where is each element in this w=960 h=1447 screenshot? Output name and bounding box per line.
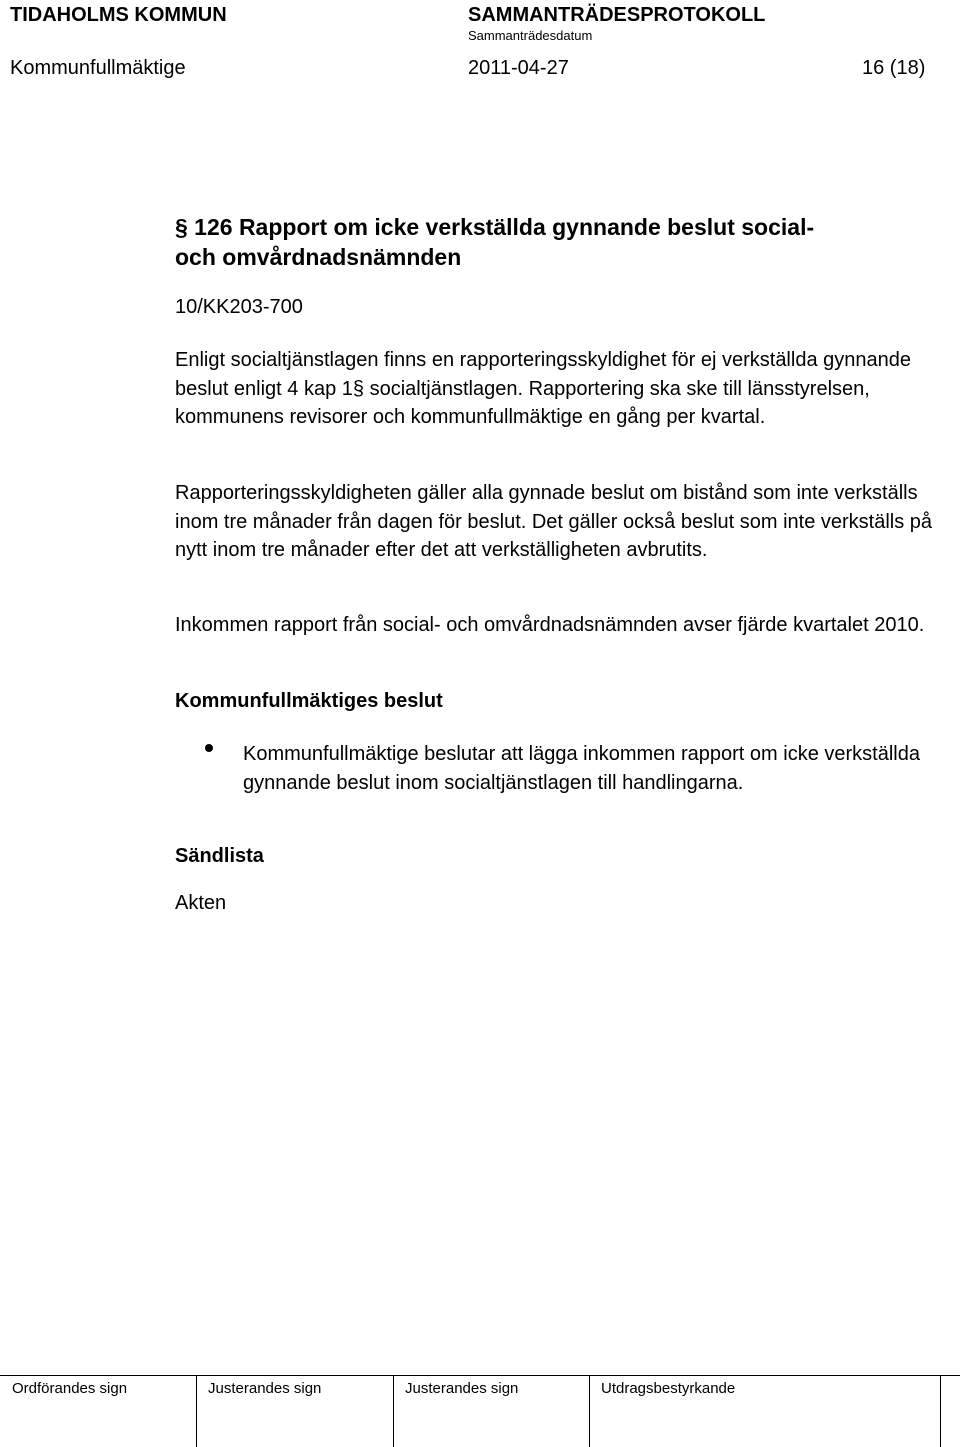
sendlist-heading: Sändlista <box>175 845 264 867</box>
section-title-line2: och omvårdnadsnämnden <box>175 244 462 270</box>
organization-name: TIDAHOLMS KOMMUN <box>10 4 227 26</box>
page-number: 16 (18) <box>862 57 926 79</box>
footer-separator <box>589 1375 590 1447</box>
signature-label-adjuster-1: Justerandes sign <box>208 1380 322 1397</box>
paragraph-1-part-b: socialtjänstlagen. Rapportering ska ske till länsstyrelsen, kommunens revisorer och kommunfullmäktige en gång per kvartal. <box>175 377 870 429</box>
bullet-icon <box>205 744 213 752</box>
section-title-line1: 126 Rapport om icke verkställda gynnande beslut social- <box>187 214 815 240</box>
section-symbol: § <box>175 214 188 240</box>
footer-divider <box>0 1375 960 1376</box>
meeting-date: 2011-04-27 <box>468 57 569 79</box>
signature-label-adjuster-2: Justerandes sign <box>405 1380 519 1397</box>
sendlist-item: Akten <box>175 892 227 914</box>
signature-label-chair: Ordförandes sign <box>12 1380 128 1397</box>
paragraph-1 <box>175 346 935 432</box>
footer-separator <box>196 1375 197 1447</box>
body-name: Kommunfullmäktige <box>10 57 186 79</box>
decision-item: Kommunfullmäktige beslutar att lägga inkommen rapport om icke verkställda gynnande beslut inom socialtjänstlagen till handlingarna. <box>243 743 920 794</box>
section-title <box>175 212 935 272</box>
paragraph-1-part-a: Enligt socialtjänstlagen finns en rapporteringsskyldighet för ej verkställda gynnande beslut enligt 4 kap 1 <box>175 349 911 400</box>
footer-separator <box>393 1375 394 1447</box>
case-number: 10/KK203-700 <box>175 296 303 318</box>
signature-label-certification: Utdragsbestyrkande <box>601 1380 736 1397</box>
decision-heading: Kommunfullmäktiges beslut <box>175 690 443 712</box>
footer-separator <box>940 1375 941 1447</box>
paragraph-2: Rapporteringsskyldigheten gäller alla gynnade beslut om bistånd som inte verkställs inom tre månader från dagen för beslut. Det gäller också beslut som inte verkställs på nytt inom tre månader efter det att verkställigheten avbrutits. <box>175 482 933 562</box>
document-type: SAMMANTRÄDESPROTOKOLL <box>468 4 766 26</box>
paragraph-3: Inkommen rapport från social- och omvårdnadsnämnden avser fjärde kvartalet 2010. <box>175 614 925 636</box>
date-label: Sammanträdesdatum <box>468 28 593 43</box>
paragraph-1-symbol: § <box>352 377 365 400</box>
